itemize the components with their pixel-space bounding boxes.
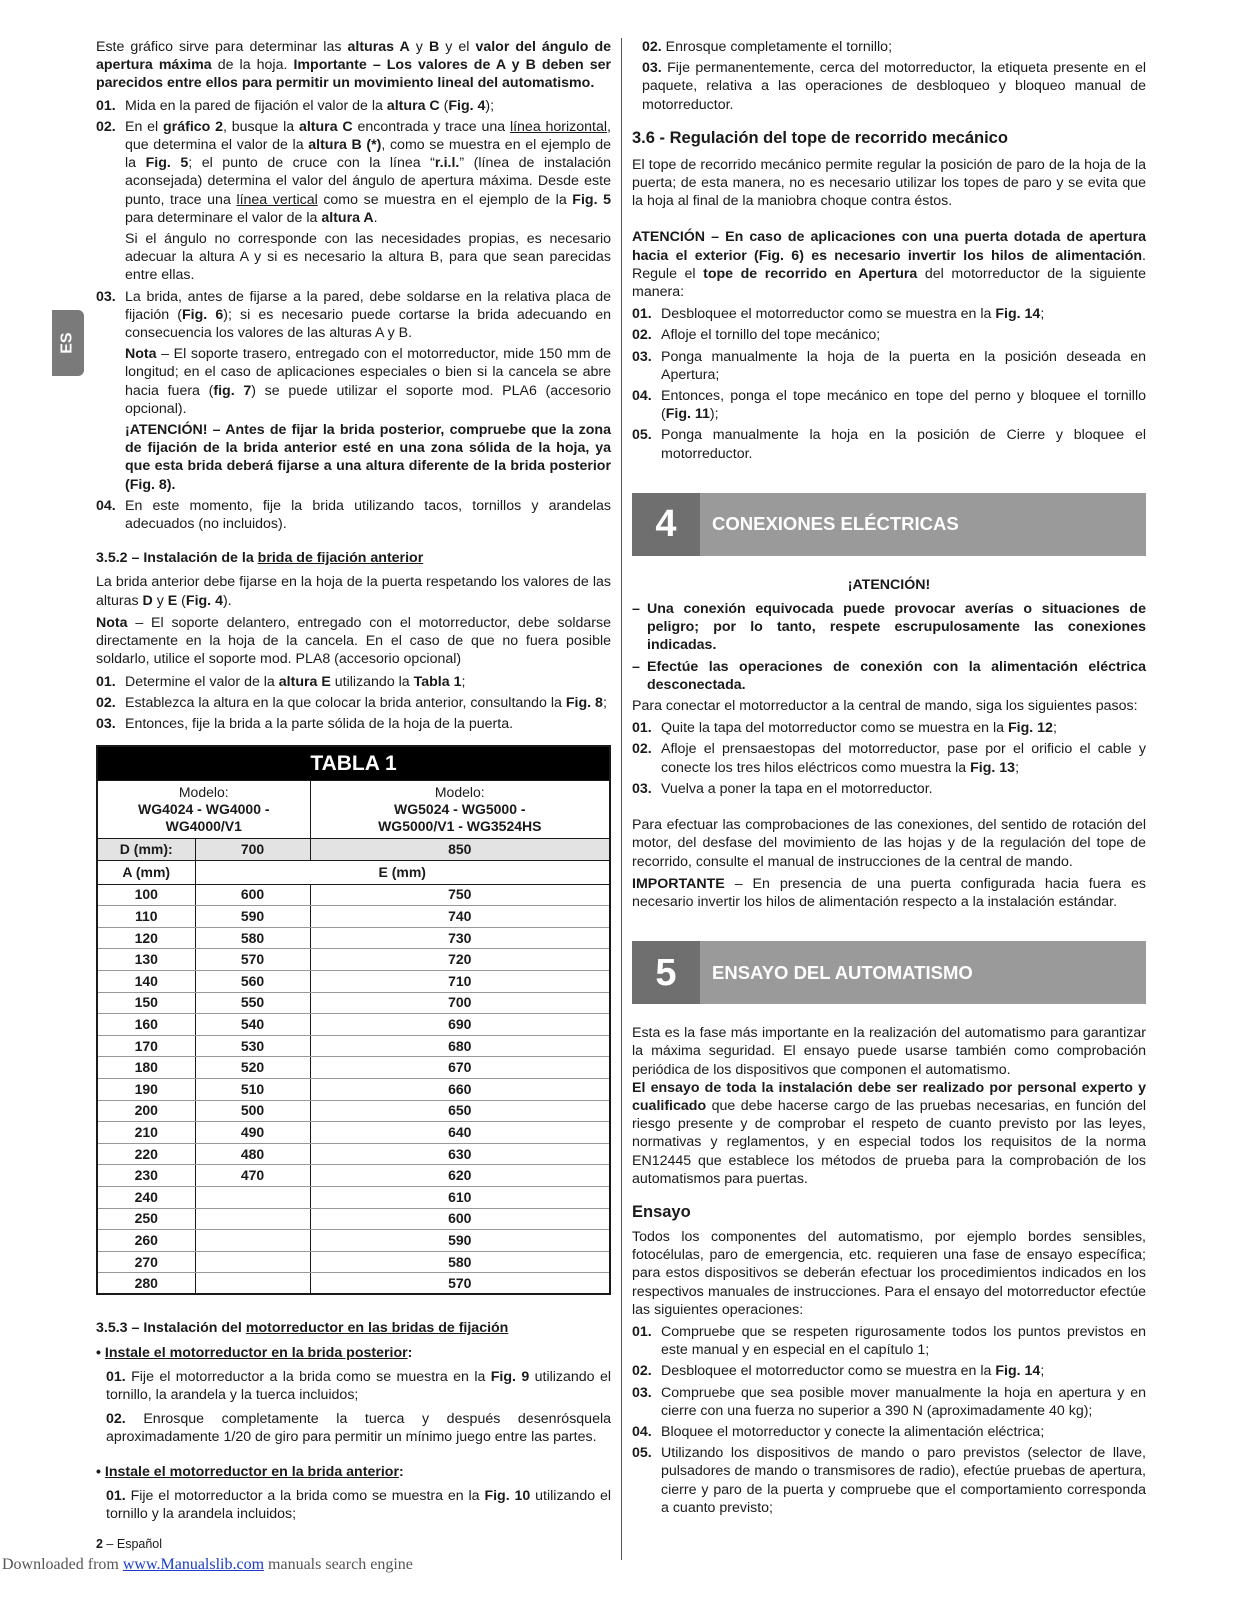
table-1 — [96, 745, 611, 1295]
left-column — [96, 38, 611, 1529]
a-value: 270 — [97, 1251, 195, 1273]
e-value-model-1: 590 — [195, 906, 310, 928]
a-value: 280 — [97, 1273, 195, 1295]
table-row — [97, 1186, 610, 1208]
table-row — [97, 1078, 610, 1100]
step-36-01: 01. Desbloquee el motorreductor como se muestra en la Fig. 14; — [632, 306, 1045, 323]
e-value-model-2: 740 — [310, 906, 610, 928]
intro-paragraph: Este gráfico sirve para determinar las alturas A y B y el valor del ángulo de apertura máxima de la hoja. Importante – Los valores de A y B deben ser parecidos entre ellos para permitir un movimiento lineal del automatismo. — [96, 39, 612, 92]
e-value-model-1: 500 — [195, 1100, 310, 1122]
step-5-02: 02. Desbloquee el motorreductor como se muestra en la Fig. 14; — [632, 1363, 1045, 1380]
table-title: TABLA 1 — [97, 746, 610, 780]
table-row — [97, 992, 610, 1014]
table-row — [97, 1014, 610, 1036]
section-4-header — [632, 493, 1146, 556]
e-value-model-1: 490 — [195, 1122, 310, 1144]
download-footer: Downloaded from www.Manualslib.com manuals search engine — [2, 1556, 413, 1573]
a-header: A (mm) — [97, 860, 195, 884]
e-value-model-1 — [195, 1186, 310, 1208]
e-value-model-2: 700 — [310, 992, 610, 1014]
paragraph-4b: Para efectuar las comprobaciones de las conexiones, del sentido de rotación del motor, del desfase del movimiento de las hojas y de la regulación del tope de recorrido, consulte el manual de instrucciones de la central de mando. — [632, 817, 1146, 870]
a-value: 180 — [97, 1057, 195, 1079]
table-row — [97, 884, 610, 906]
cont-step-02: 02. Enrosque completamente el tornillo; — [642, 39, 893, 55]
e-value-model-2: 750 — [310, 884, 610, 906]
table-row — [97, 970, 610, 992]
e-value-model-2: 650 — [310, 1100, 610, 1122]
heading-ensayo: Ensayo — [632, 1202, 691, 1221]
a-value: 260 — [97, 1230, 195, 1252]
e-value-model-2: 680 — [310, 1035, 610, 1057]
warning-item-2: – Efectúe las operaciones de conexión con la alimentación eléctrica desconectada. — [632, 658, 1146, 693]
e-value-model-1: 510 — [195, 1078, 310, 1100]
e-value-model-1 — [195, 1230, 310, 1252]
section-5-header — [632, 941, 1146, 1004]
table-body — [97, 884, 610, 1294]
e-value-model-2: 600 — [310, 1208, 610, 1230]
paragraph-ensayo: Todos los componentes del automatismo, por ejemplo bordes sensibles, fotocélulas, paro de emergencia, etc. requieren una fase de ensayo específica; para estos dispositivos se deberán efectuar los procedimientos indicados en los respectivos manuales de instrucciones. Para el ensayo del motorreductor efectúe las siguientes operaciones: — [632, 1228, 1146, 1318]
d-value-2: 850 — [310, 838, 610, 860]
language-tab — [52, 310, 84, 376]
a-value: 150 — [97, 992, 195, 1014]
step-5-04: 04. Bloquee el motorreductor y conecte la alimentación eléctrica; — [632, 1423, 1045, 1440]
step-5-01: 01. Compruebe que se respeten rigurosamente todos los puntos previstos en este manual y en especial en el capítulo 1; — [632, 1323, 1146, 1359]
d-label: D (mm): — [97, 838, 195, 860]
paragraph-5b: El ensayo de toda la instalación debe ser realizado por personal experto y cualificado que debe hacerse cargo de las pruebas necesarias, en función del riesgo presente y de comprobar el respeto de cuanto previsto por las leyes, normativas y reglamentos, y en especial todos los requisitos de la norma EN12445 que establece los métodos de prueba para la comprobación de los automatismos para puertas. — [632, 1079, 1146, 1187]
d-value-1: 700 — [195, 838, 310, 860]
e-value-model-1: 600 — [195, 884, 310, 906]
e-value-model-2: 630 — [310, 1143, 610, 1165]
posterior-step-01: 01. Fije el motorreductor a la brida como se muestra en la Fig. 9 utilizando el tornillo, la arandela y la tuerca incluidos; — [106, 1368, 611, 1403]
e-value-model-2: 640 — [310, 1122, 610, 1144]
e-value-model-1: 470 — [195, 1165, 310, 1187]
table-row — [97, 1165, 610, 1187]
e-value-model-1 — [195, 1208, 310, 1230]
step-02: 02. En el gráfico 2, busque la altura C encontrada y trace una línea horizontal, que determina el valor de la altura B (*), como se muestra en el ejemplo de la Fig. 5; el punto de cruce con la línea “r.i.l.” (línea de instalación aconsejada) determina el valor del ángulo de apertura máxima. Desde este punto, trace una línea vertical como se muestra en el ejemplo de la Fig. 5 para determinare el valor de la altura A. — [96, 118, 612, 226]
e-value-model-2: 660 — [310, 1078, 610, 1100]
a-value: 170 — [97, 1035, 195, 1057]
section-5-number: 5 — [632, 941, 700, 1004]
posterior-step-02: 02. Enrosque completamente la tuerca y después desenrósquela aproximadamente 1/20 de giro para permitir un mínimo juego entre las partes. — [106, 1411, 611, 1446]
a-value: 210 — [97, 1122, 195, 1144]
table-row — [97, 1230, 610, 1252]
right-column — [632, 38, 1146, 1520]
e-value-model-1: 550 — [195, 992, 310, 1014]
table-row — [97, 906, 610, 928]
step-4-03: 03. Vuelva a poner la tapa en el motorreductor. — [632, 780, 933, 797]
table-row — [97, 1035, 610, 1057]
step-4-02: 02. Afloje el prensaestopas del motorreductor, pase por el orificio el cable y conecte los tres hilos eléctricos como muestra la Fig. 13; — [632, 741, 1146, 776]
e-value-model-1 — [195, 1273, 310, 1295]
table-row — [97, 1251, 610, 1273]
paragraph-4: Para conectar el motorreductor a la central de mando, siga los siguientes pasos: — [632, 698, 1138, 715]
e-value-model-2: 670 — [310, 1057, 610, 1079]
a-value: 250 — [97, 1208, 195, 1230]
attention-heading: ¡ATENCIÓN! — [847, 576, 931, 593]
heading-3-6: 3.6 - Regulación del tope de recorrido mecánico — [632, 128, 1008, 147]
bullet-posterior: • Instale el motorreductor en la brida posterior: — [96, 1344, 413, 1361]
a-value: 160 — [97, 1014, 195, 1036]
heading-3-5-3: 3.5.3 – Instalación del motorreductor en las bridas de fijación — [96, 1320, 509, 1337]
step-36-02: 02. Afloje el tornillo del tope mecánico; — [632, 327, 881, 344]
step-36-05: 05. Ponga manualmente la hoja en la posición de Cierre y bloquee el motorreductor. — [632, 427, 1146, 462]
column-divider — [621, 38, 622, 1560]
e-value-model-2: 590 — [310, 1230, 610, 1252]
step-5-05: 05. Utilizando los dispositivos de mando o paro previstos (selector de llave, pulsadores de mando o transmisores de radio), efectúe pruebas de apertura, cierre y paro de la puerta y compruebe que el comportamiento corresponda a cuanto previsto; — [632, 1445, 1146, 1516]
e-value-model-1: 580 — [195, 927, 310, 949]
a-value: 230 — [97, 1165, 195, 1187]
model-1-cell: Modelo: WG4024 - WG4000 - WG4000/V1 — [97, 780, 310, 838]
e-value-model-1: 520 — [195, 1057, 310, 1079]
anterior-step-01: 01. Fije el motorreductor a la brida como se muestra en la Fig. 10 utilizando el tornillo y la arandela incluidos; — [106, 1487, 611, 1523]
heading-3-5-2: 3.5.2 – Instalación de la brida de fijación anterior — [96, 550, 424, 567]
e-value-model-1: 480 — [195, 1143, 310, 1165]
table-row — [97, 927, 610, 949]
manualslib-link[interactable]: www.Manualslib.com — [122, 1556, 265, 1573]
e-header: E (mm) — [195, 860, 610, 884]
step-4-01: 01. Quite la tapa del motorreductor como se muestra en la Fig. 12; — [632, 720, 1057, 737]
e-value-model-2: 690 — [310, 1014, 610, 1036]
table-row — [97, 1122, 610, 1144]
step-03: 03. La brida, antes de fijarse a la pared, debe soldarse en la relativa placa de fijación (Fig. 6); si es necesario puede cortarse la brida adecuando en consecuencia los valores de las alturas A y B. — [96, 288, 611, 342]
e-value-model-1: 560 — [195, 970, 310, 992]
step-03-warning: ¡ATENCIÓN! – Antes de fijar la brida posterior, compruebe que la zona de fijación de la brida anterior esté en una zona sólida de la hoja, ya que esta brida deberá fijarse a una altura diferente de la brida posterior (Fig. 8). — [125, 422, 611, 493]
language-tab-label: ES — [58, 332, 76, 354]
table-row — [97, 1273, 610, 1295]
step-352-02: 02. Establezca la altura en la que colocar la brida anterior, consultando la Fig. 8; — [96, 694, 607, 711]
e-value-model-1: 570 — [195, 949, 310, 971]
step-36-04: 04. Entonces, ponga el tope mecánico en tope del perno y bloquee el tornillo (Fig. 11); — [632, 388, 1146, 423]
a-value: 130 — [97, 949, 195, 971]
section-4-number: 4 — [632, 493, 700, 556]
a-value: 200 — [97, 1100, 195, 1122]
warning-item-1: – Una conexión equivocada puede provocar averías o situaciones de peligro; por lo tanto, respete escrupulosamente las conexiones indicadas. — [632, 601, 1146, 654]
table-row — [97, 1208, 610, 1230]
paragraph-3-5-2: La brida anterior debe fijarse en la hoja de la puerta respetando los valores de las alturas D y E (Fig. 4). — [96, 574, 611, 609]
important-4: IMPORTANTE – En presencia de una puerta configurada hacia fuera es necesario invertir los hilos de alimentación respecto a la instalación estándar. — [632, 875, 1146, 910]
e-value-model-1: 540 — [195, 1014, 310, 1036]
step-352-03: 03. Entonces, fije la brida a la parte sólida de la hoja de la puerta. — [96, 715, 514, 732]
e-value-model-2: 580 — [310, 1251, 610, 1273]
step-03-note: Nota – El soporte trasero, entregado con el motorreductor, mide 150 mm de longitud; en el caso de aplicaciones especiales o bien si la cancela se abre hacia fuera (fig. 7) se puede utilizar el soporte mod. PLA6 (accesorio opcional). — [125, 346, 611, 417]
a-value: 110 — [97, 906, 195, 928]
table-row — [97, 949, 610, 971]
a-value: 220 — [97, 1143, 195, 1165]
step-04: 04. En este momento, fije la brida utilizando tacos, tornillos y arandelas adecuados (no incluidos). — [96, 497, 611, 533]
table-row — [97, 1100, 610, 1122]
paragraph-3-6: El tope de recorrido mecánico permite regular la posición de paro de la hoja de la puerta; de esta manera, no es necesario utilizar los topes de paro y se evita que la hoja al final de la maniobra choque contra éstos. — [632, 156, 1146, 210]
table-row — [97, 1143, 610, 1165]
step-01: 01. Mida en la pared de fijación el valor de la altura C (Fig. 4); — [96, 97, 495, 114]
e-value-model-1 — [195, 1251, 310, 1273]
a-value: 120 — [97, 927, 195, 949]
a-value: 240 — [97, 1186, 195, 1208]
e-value-model-2: 610 — [310, 1186, 610, 1208]
step-5-03: 03. Compruebe que sea posible mover manualmente la hoja en apertura y en cierre con una fuerza no superior a 390 N (aproximadamente 40 kg); — [632, 1384, 1146, 1419]
a-value: 190 — [97, 1078, 195, 1100]
step-352-01: 01. Determine el valor de la altura E utilizando la Tabla 1; — [96, 673, 466, 690]
bullet-anterior: • Instale el motorreductor en la brida anterior: — [96, 1463, 404, 1480]
section-4-title: CONEXIONES ELÉCTRICAS — [712, 513, 959, 535]
e-value-model-2: 620 — [310, 1165, 610, 1187]
warning-3-6: ATENCIÓN – En caso de aplicaciones con una puerta dotada de apertura hacia el exterior (Fig. 6) es necesario invertir los hilos de alimentación. Regule el tope de recorrido en Apertura del motorreductor de la siguiente manera: — [632, 229, 1146, 301]
e-value-model-2: 720 — [310, 949, 610, 971]
note-3-5-2: Nota – El soporte delantero, entregado con el motorreductor, debe soldarse directamente en la hoja de la cancela. En el caso de que no fuera posible soldarlo, utilice el soporte mod. PLA8 (accesorio opcional) — [96, 614, 611, 668]
page-number: 2 – Español — [96, 1537, 163, 1551]
e-value-model-2: 730 — [310, 927, 610, 949]
table-row — [97, 1057, 610, 1079]
a-value: 140 — [97, 970, 195, 992]
section-5-title: ENSAYO DEL AUTOMATISMO — [712, 961, 973, 983]
e-value-model-2: 570 — [310, 1273, 610, 1295]
step-36-03: 03. Ponga manualmente la hoja de la puerta en la posición deseada en Apertura; — [632, 348, 1146, 383]
model-2-cell: Modelo: WG5024 - WG5000 - WG5000/V1 - WG3524HS — [310, 780, 610, 838]
e-value-model-2: 710 — [310, 970, 610, 992]
e-value-model-1: 530 — [195, 1035, 310, 1057]
a-value: 100 — [97, 884, 195, 906]
cont-step-03: 03. Fije permanentemente, cerca del motorreductor, la etiqueta presente en el paquete, relativa a las operaciones de desbloqueo y bloqueo manual de motorreductor. — [642, 60, 1146, 113]
step-02-extra: Si el ángulo no corresponde con las necesidades propias, es necesario adecuar la altura A y si es necesario la altura B, para que sean parecidas entre ellas. — [125, 231, 611, 284]
paragraph-5: Esta es la fase más importante en la realización del automatismo para garantizar la máxima seguridad. El ensayo puede usarse también como comprobación periódica de los dispositivos que componen el automatismo. — [632, 1025, 1146, 1078]
